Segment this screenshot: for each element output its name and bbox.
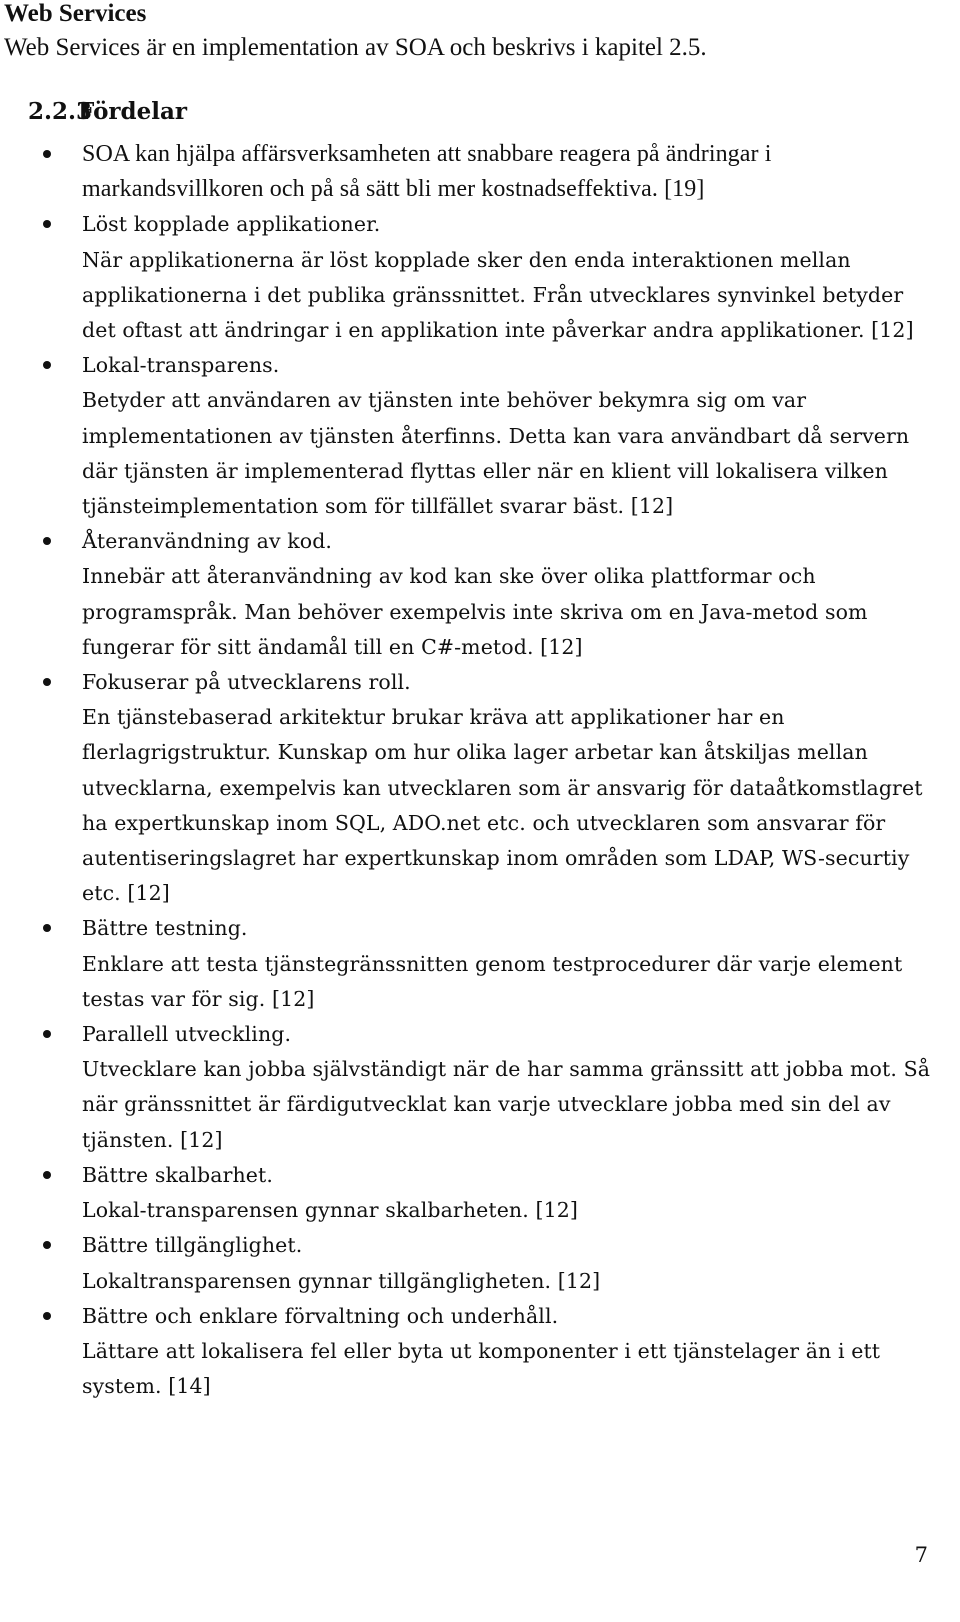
list-item-body: En tjänstebaserad arkitektur brukar kräva att applikationer har en flerlagrigstruktur. Kunskap om hur olika lager arbetar kan åtskiljas mellan utvecklarna, exempelvis kan utvecklaren som är ansvarig för dataåtkomstlagret ha expertkunskap inom SQL, ADO.net etc. och utvecklaren som ansvarar för autentiseringslagret har expertkunskap inom områden som LDAP, WS-securtiy etc. [12] [82,705,923,906]
list-item-body: När applikationerna är löst kopplade sker den enda interaktionen mellan applikationerna i det publika gränssnittet. Från utvecklares synvinkel betyder det oftast att ändringar i en applikation inte påverkar andra applikationer. [12] [82,247,914,343]
list-item-body: Lokaltransparensen gynnar tillgängligheten. [12] [82,1268,601,1293]
list-item [0,1158,940,1228]
bullet-icon [43,924,51,932]
list-item-body: Lokal-transparensen gynnar skalbarheten. [12] [82,1198,578,1223]
list-item-title: Bättre skalbarhet. [82,1162,273,1187]
section-title: Fördelar [78,98,188,125]
list-item-title: Fokuserar på utvecklarens roll. [82,670,411,695]
advantages-list [0,137,940,1404]
list-item-title: Bättre och enklare förvaltning och underhåll. [82,1303,559,1328]
list-item-body: Lättare att lokalisera fel eller byta ut komponenter i ett tjänstelager än i ett system. [14] [82,1338,881,1399]
list-item [0,1017,940,1158]
bullet-icon [43,537,51,545]
list-item [0,137,940,207]
bullet-icon [43,1171,51,1179]
previous-section-text: Web Services är en implementation av SOA och beskrivs i kapitel 2.5. [4,34,707,61]
list-item-title: Löst kopplade applikationer. [82,212,381,237]
bullet-icon [43,1241,51,1249]
list-item-body: Betyder att användaren av tjänsten inte behöver bekymra sig om var implementationen av tjänsten återfinns. Detta kan vara användbart då servern där tjänsten är implementerad flyttas eller när en klient vill lokalisera vilken tjänsteimplementation som för tillfället svarar bäst. [12] [82,388,910,519]
list-item-body: Enklare att testa tjänstegränssnitten genom testprocedurer där varje element testas var för sig. [12] [82,951,903,1011]
list-item [0,348,940,524]
section-heading [28,97,187,127]
list-item-body: Innebär att återanvändning av kod kan ske över olika plattformar och programspråk. Man behöver exempelvis inte skriva om en Java-metod som fungerar för sitt ändamål till en C#-metod. [12] [82,564,868,659]
bullet-icon [43,1312,51,1320]
bullet-icon [43,220,51,228]
list-item-title: Parallell utveckling. [82,1022,292,1047]
list-item [0,1299,940,1405]
list-item-title: Lokal-transparens. [82,353,280,378]
list-item-title: Bättre testning. [82,916,248,941]
list-item-body: Utvecklare kan jobba självständigt när de har samma gränssitt att jobba mot. Så när gränssnittet är färdigutvecklat kan varje utvecklare jobba med sin del av tjänsten. [12] [82,1057,931,1152]
list-item [0,524,940,665]
previous-section-title: Web Services [4,0,147,27]
list-item [0,911,940,1017]
bullet-icon [43,678,51,686]
list-item-title: SOA kan hjälpa affärsverksamheten att snabbare reagera på ändringar i markandsvillkoren och på så sätt bli mer kostnadseffektiva. [19] [82,141,772,203]
list-item [0,665,940,911]
list-item-title: Bättre tillgänglighet. [82,1233,303,1258]
list-item-title: Återanvändning av kod. [82,529,333,554]
bullet-icon [43,150,51,158]
list-item [0,1228,940,1298]
bullet-icon [43,1030,51,1038]
list-item [0,207,940,348]
bullet-icon [43,361,51,369]
page-number: 7 [914,1543,928,1567]
section-number: 2.2.3 [28,98,93,125]
